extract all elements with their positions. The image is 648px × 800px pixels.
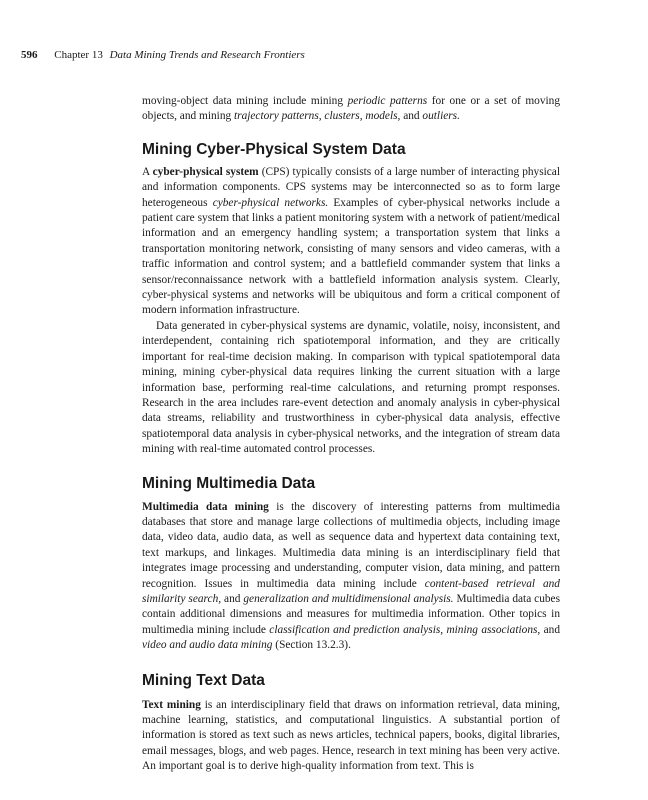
chapter-title: Data Mining Trends and Research Frontiers xyxy=(109,49,305,61)
section-heading-multimedia: Mining Multimedia Data xyxy=(142,474,316,492)
text-mining-paragraph: Text mining is an interdisciplinary field that draws on information retrieval, data mining, machine learning, statistics, and computational linguistics. A substantial portion of information is stored as text such as news articles, technical papers, books, digital libraries, email messages, blogs, and web pages. Hence, research in text mining has been very active. An important goal is to derive high-quality information from text. This is xyxy=(142,698,560,773)
chapter-label: Chapter 13 xyxy=(54,49,103,61)
page-number: 596 xyxy=(21,49,38,61)
cps-paragraph-2: Data generated in cyber-physical systems are dynamic, volatile, noisy, inconsistent, and interdependent, containing rich spatiotemporal information, and they are critically important for real-time decision making. In comparison with typical spatiotemporal data mining, mining cyber-physical data requires linking the current situation with a large information base, performing real-time calculations, and returning prompt responses. Research in the area includes rare-event detection and anomaly analysis in cyber-physical data streams, reliability and trustworthiness in cyber-physical data analysis, effective spatiotemporal data analysis in cyber-physical networks, and the integration of stream data mining with real-time automated control processes. xyxy=(142,319,560,456)
section-heading-cps: Mining Cyber-Physical System Data xyxy=(142,140,406,158)
running-header xyxy=(21,49,305,61)
section-heading-text: Mining Text Data xyxy=(142,671,265,689)
cps-paragraph-1: A cyber-physical system (CPS) typically consists of a large number of interacting physical and information components. CPS systems may be interconnected so as to form large heterogeneous cyber-physical networks. Examples of cyber-physical networks include a patient care system that links a patient monitoring system with a network of patient/medical information and an emergency handling system; a transportation system that links a transportation monitoring network, consisting of many sensors and video cameras, with a traffic information and control system; and a battlefield commander system that links a sensor/reconnaissance network with a battlefield information analysis system. Clearly, cyber-physical systems and networks will be ubiquitous and form a critical component of modern information infrastructure. xyxy=(142,165,560,317)
multimedia-paragraph: Multimedia data mining is the discovery of interesting patterns from multimedia databases that store and manage large collections of multimedia objects, including image data, video data, audio data, as well as sequence data and hypertext data containing text, text markups, and linkages. Multimedia data mining is an interdisciplinary field that integrates image processing and understanding, computer vision, data mining, and pattern recognition. Issues in multimedia data mining include content-based retrieval and similarity search, and generalization and multidimensional analysis. Multimedia data cubes contain additional dimensions and measures for multimedia information. Other topics in multimedia mining include classification and prediction analysis, mining associations, and video and audio data mining (Section 13.2.3). xyxy=(142,500,560,652)
intro-paragraph: moving-object data mining include mining periodic patterns for one or a set of moving objects, and mining trajectory patterns, clusters, models, and outliers. xyxy=(142,95,561,123)
text-column xyxy=(142,94,560,775)
